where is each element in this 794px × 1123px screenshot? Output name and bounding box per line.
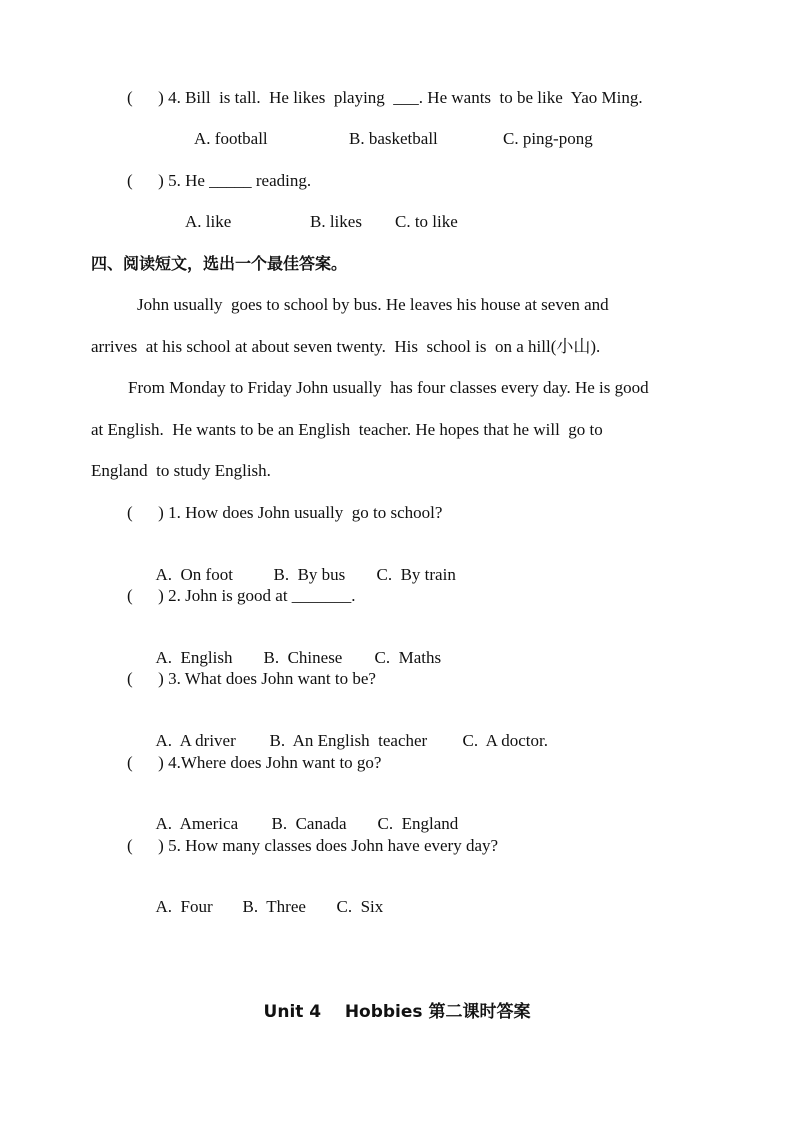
rq2-options — [147, 628, 441, 668]
question-5-stem: ( ) 5. He _____ reading. — [127, 171, 312, 190]
rq4-options — [147, 794, 458, 834]
rq1-options — [147, 545, 456, 585]
rq4-option-c: C. England — [377, 814, 459, 833]
reading-question-4: ( ) 4.Where does John want to go? — [127, 753, 382, 772]
rq1-option-b: B. By bus — [273, 565, 346, 584]
rq2-option-a: A. English — [155, 648, 233, 667]
rq3-option-b: B. An English teacher — [269, 731, 428, 750]
rq1-option-a: A. On foot — [155, 565, 233, 584]
passage-line-5: England to study English. — [91, 461, 271, 480]
reading-question-3: ( ) 3. What does John want to be? — [127, 669, 376, 688]
passage-line-3: From Monday to Friday John usually has four classes every day. He is good — [128, 378, 649, 397]
q5-option-a: A. like — [185, 212, 232, 231]
rq1-option-c: C. By train — [376, 565, 456, 584]
q4-option-a: A. football — [194, 129, 268, 148]
reading-question-1: ( ) 1. How does John usually go to school? — [127, 503, 443, 522]
passage-line-4: at English. He wants to be an English teacher. He hopes that he will go to — [91, 420, 603, 439]
reading-question-2: ( ) 2. John is good at _______. — [127, 586, 356, 605]
unit-answer-title: Unit 4 Hobbies 第二课时答案 — [263, 1002, 531, 1022]
q4-option-c: C. ping-pong — [503, 129, 593, 148]
section-heading: 四、阅读短文，选出一个最佳答案。 — [91, 254, 348, 273]
passage-line-1: John usually goes to school by bus. He leaves his house at seven and — [137, 295, 609, 314]
rq4-option-b: B. Canada — [271, 814, 347, 833]
rq5-option-c: C. Six — [336, 897, 384, 916]
rq2-option-c: C. Maths — [374, 648, 442, 667]
rq5-option-a: A. Four — [155, 897, 213, 916]
rq2-option-b: B. Chinese — [263, 648, 343, 667]
rq3-options — [147, 711, 548, 751]
q5-option-b: B. likes — [310, 212, 362, 231]
q4-option-b: B. basketball — [349, 129, 438, 148]
rq5-options — [147, 877, 383, 917]
rq4-option-a: A. America — [155, 814, 239, 833]
q5-option-c: C. to like — [395, 212, 458, 231]
passage-line-2: arrives at his school at about seven twenty. His school is on a hill(小山). — [91, 337, 601, 356]
reading-question-5: ( ) 5. How many classes does John have every day? — [127, 836, 499, 855]
rq5-option-b: B. Three — [242, 897, 306, 916]
question-4-stem: ( ) 4. Bill is tall. He likes playing ___. He wants to be like Yao Ming. — [127, 88, 643, 107]
rq3-option-a: A. A driver — [155, 731, 236, 750]
rq3-option-c: C. A doctor. — [462, 731, 548, 750]
